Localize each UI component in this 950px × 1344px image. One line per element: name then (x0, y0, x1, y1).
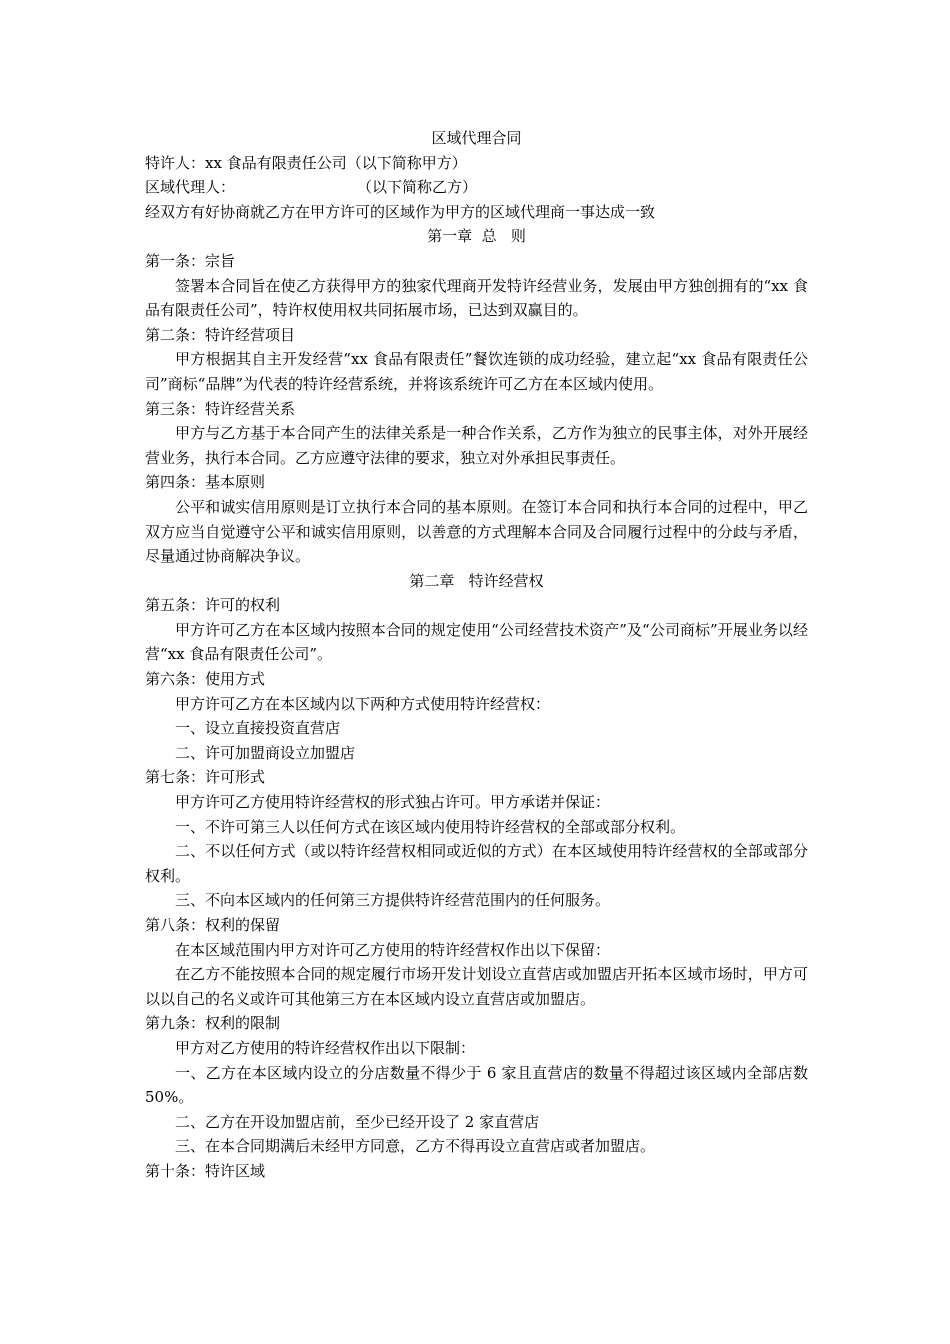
agent-suffix: （以下简称乙方） (357, 178, 478, 197)
article-1-body: 签署本合同旨在使乙方获得甲方的独家代理商开发特许经营业务，发展由甲方独创拥有的“xx 食品有限责任公司”，特许权使用权共同拓展市场，已达到双赢目的。 (145, 276, 808, 320)
article-6-item-2: 二、许可加盟商设立加盟店 (175, 743, 356, 762)
article-5-title: 第五条：许可的权利 (145, 596, 281, 615)
article-6-item-1: 一、设立直接投资直营店 (175, 719, 341, 738)
franchisor-line: 特许人：xx 食品有限责任公司（以下简称甲方） (145, 153, 467, 172)
article-8-body-2: 在乙方不能按照本合同的规定履行市场开发计划设立直营店或加盟店开拓本区域市场时，甲方可以以自己的名义或许可其他第三方在本区域内设立直营店或加盟店。 (145, 965, 808, 1008)
article-6-title: 第六条：使用方式 (145, 670, 266, 689)
article-7-title: 第七条：许可形式 (145, 768, 266, 787)
article-10-title: 第十条：特许区域 (145, 1161, 266, 1180)
article-2-title: 第二条：特许经营项目 (145, 325, 296, 344)
article-5-body: 甲方许可乙方在本区域内按照本合同的规定使用“公司经营技术资产”及“公司商标”开展业务以经营“xx 食品有限责任公司”。 (145, 620, 808, 664)
article-3-body: 甲方与乙方基于本合同产生的法律关系是一种合作关系，乙方作为独立的民事主体，对外开展经营业务，执行本合同。乙方应遵守法律的要求，独立对外承担民事责任。 (145, 424, 808, 467)
article-4-title: 第四条：基本原则 (145, 473, 266, 492)
article-4-body: 公平和诚实信用原则是订立执行本合同的基本原则。在签订本合同和执行本合同的过程中，甲乙双方应当自觉遵守公平和诚实信用原则，以善意的方式理解本合同及合同履行过程中的分歧与矛盾，尽量通过协商解决争议。 (145, 497, 808, 566)
article-7-item-2: 二、不以任何方式（或以特许经营权相同或近似的方式）在本区域使用特许经营权的全部或部分权利。 (145, 842, 808, 885)
intro-line: 经双方有好协商就乙方在甲方许可的区域作为甲方的区域代理商一事达成一致 (145, 202, 656, 221)
article-9-title: 第九条：权利的限制 (145, 1014, 281, 1033)
article-1-title: 第一条：宗旨 (145, 251, 236, 270)
article-7-item-3: 三、不向本区域内的任何第三方提供特许经营范围内的任何服务。 (175, 891, 611, 910)
article-9-item-3: 三、在本合同期满后未经甲方同意，乙方不得再设立直营店或者加盟店。 (175, 1137, 656, 1156)
article-6-body: 甲方许可乙方在本区域内以下两种方式使用特许经营权： (175, 694, 551, 713)
article-9-body: 甲方对乙方使用的特许经营权作出以下限制： (175, 1038, 476, 1057)
chapter-2-heading: 第二章 特许经营权 (409, 571, 544, 590)
article-9-item-2: 二、乙方在开设加盟店前，至少已经开设了 2 家直营店 (175, 1112, 540, 1131)
article-8-title: 第八条：权利的保留 (145, 916, 281, 934)
chapter-1-heading: 第一章 总 则 (427, 227, 526, 246)
article-2-body: 甲方根据其自主开发经营“xx 食品有限责任”餐饮连锁的成功经验，建立起“xx 食品有限责任公司”商标“品牌”为代表的特许经营系统，并将该系统许可乙方在本区域内使用。 (145, 350, 808, 393)
article-9-item-1: 一、乙方在本区域内设立的分店数量不得少于 6 家且直营店的数量不得超过该区域内全部店数 50%。 (145, 1063, 808, 1107)
article-3-title: 第三条：特许经营关系 (145, 399, 296, 418)
contract-document (145, 126, 808, 1184)
article-7-body: 甲方许可乙方使用特许经营权的形式独占许可。甲方承诺并保证： (175, 793, 611, 812)
agent-label: 区域代理人： (145, 178, 236, 197)
document-title: 区域代理合同 (431, 129, 522, 147)
article-8-body: 在本区域范围内甲方对许可乙方使用的特许经营权作出以下保留： (175, 940, 611, 959)
agent-line (145, 175, 808, 200)
article-7-item-1: 一、不许可第三人以任何方式在该区域内使用特许经营权的全部或部分权利。 (175, 817, 686, 836)
